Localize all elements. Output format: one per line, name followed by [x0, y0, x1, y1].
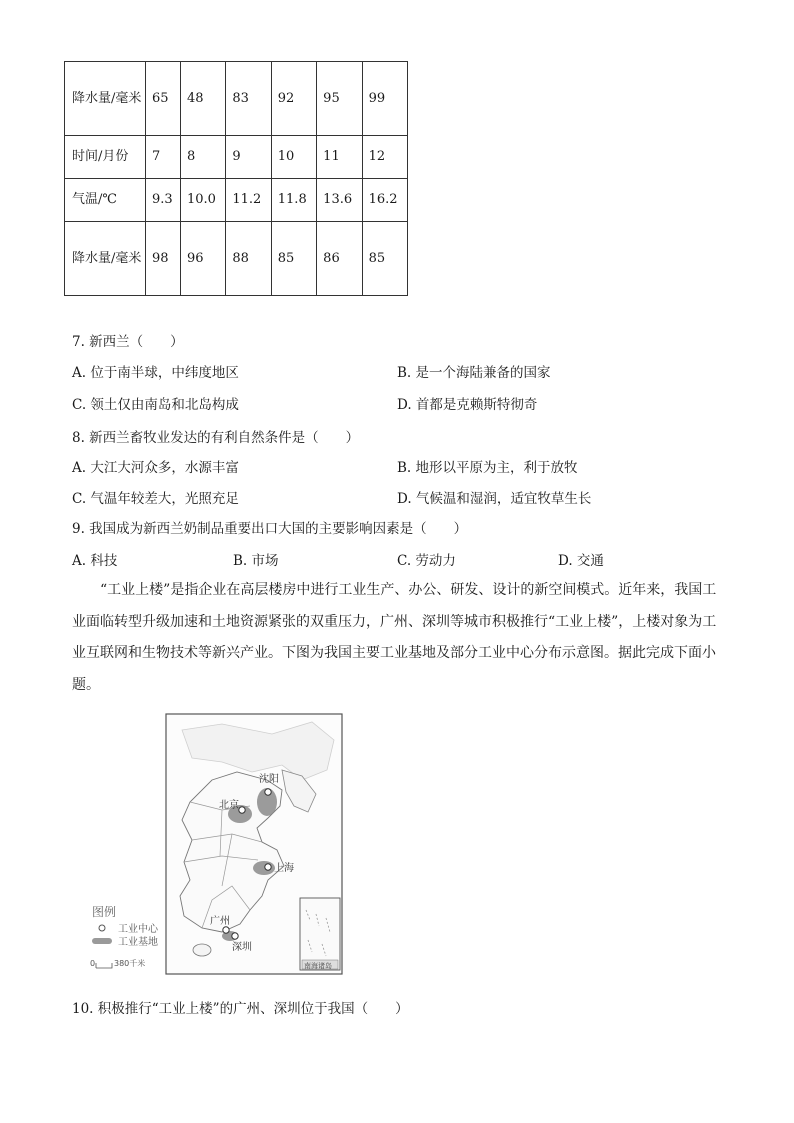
- table-cell: 83: [226, 62, 271, 136]
- table-cell: 65: [146, 62, 181, 136]
- table-cell: 11.2: [226, 179, 271, 222]
- table-cell: 95: [317, 62, 362, 136]
- table-cell: 16.2: [362, 179, 407, 222]
- q9-option-d: D. 交通: [558, 553, 604, 569]
- table-cell: 12: [362, 136, 407, 179]
- table-cell: 11.8: [271, 179, 316, 222]
- table-cell: 88: [226, 222, 271, 296]
- inset-label: 南海诸岛: [304, 962, 332, 970]
- table-cell: 99: [362, 62, 407, 136]
- q7-stem: 7. 新西兰（ ）: [72, 334, 184, 350]
- table-cell: 11: [317, 136, 362, 179]
- legend-title: 图例: [92, 905, 117, 919]
- q9-option-a: A. 科技: [72, 553, 118, 569]
- center-dot-shenzhen: [232, 933, 238, 939]
- q10-stem: 10. 积极推行“工业上楼”的广州、深圳位于我国（ ）: [72, 1001, 409, 1017]
- scale-label: 380千米: [114, 959, 146, 968]
- table-cell: 10.0: [180, 179, 225, 222]
- table-cell: 98: [146, 222, 181, 296]
- passage: “工业上楼”是指企业在高层楼房中进行工业生产、办公、研发、设计的新空间模式。近年来，我国工业面临转型升级加速和土地资源紧张的双重压力，广州、深圳等城市积极推行“工业上楼”，上楼对象为工业互联网和生物技术等新兴产业。下图为我国主要工业基地及部分工业中心分布示意图。据此完成下面小题。: [72, 582, 717, 693]
- table-cell: 10: [271, 136, 316, 179]
- q9-stem: 9. 我国成为新西兰奶制品重要出口大国的主要影响因素是（ ）: [72, 521, 468, 537]
- q8-option-a: A. 大江大河众多，水源丰富: [72, 460, 239, 476]
- scale-bar: [96, 963, 112, 968]
- climate-table: [64, 61, 408, 296]
- label-shenzhen: 深圳: [232, 942, 252, 953]
- china-map-figure: [72, 710, 352, 978]
- legend-center-icon: [99, 925, 105, 931]
- q9-option-b: B. 市场: [233, 553, 279, 569]
- industrial-base-shanghai: [253, 861, 275, 875]
- row-label: 降水量/毫米: [65, 222, 146, 296]
- table-cell: 92: [271, 62, 316, 136]
- label-shanghai: 上海: [274, 863, 294, 874]
- row-label: 气温/℃: [65, 179, 146, 222]
- table-cell: 85: [271, 222, 316, 296]
- industry-map: [72, 710, 352, 978]
- table-row: [65, 62, 408, 136]
- center-dot-beijing: [239, 807, 245, 813]
- center-dot-shanghai: [265, 864, 271, 870]
- center-dot-guangzhou: [223, 927, 229, 933]
- center-dot-shenyang: [265, 789, 271, 795]
- table-row: [65, 222, 408, 296]
- legend-center-label: 工业中心: [118, 924, 158, 935]
- table-cell: 85: [362, 222, 407, 296]
- q8-stem: 8. 新西兰畜牧业发达的有利自然条件是（ ）: [72, 430, 360, 446]
- label-beijing: 北京: [219, 800, 239, 811]
- q7-option-c: C. 领土仅由南岛和北岛构成: [72, 397, 239, 413]
- hainan-island: [193, 944, 211, 956]
- table-row: [65, 179, 408, 222]
- table-cell: 8: [180, 136, 225, 179]
- legend-base-icon: [92, 938, 112, 944]
- q7-option-a: A. 位于南半球，中纬度地区: [72, 365, 239, 381]
- table-cell: 86: [317, 222, 362, 296]
- q8-option-c: C. 气温年较差大，光照充足: [72, 491, 239, 507]
- scale-zero: 0: [90, 959, 96, 968]
- table-cell: 13.6: [317, 179, 362, 222]
- south-sea-inset: [300, 898, 340, 970]
- table-row: [65, 136, 408, 179]
- table-cell: 9.3: [146, 179, 181, 222]
- q9-option-c: C. 劳动力: [397, 553, 456, 569]
- label-guangzhou: 广州: [210, 916, 230, 927]
- table-cell: 7: [146, 136, 181, 179]
- row-label: 降水量/毫米: [65, 62, 146, 136]
- row-label: 时间/月份: [65, 136, 146, 179]
- q8-option-d: D. 气候温和湿润，适宜牧草生长: [397, 491, 592, 507]
- table-cell: 9: [226, 136, 271, 179]
- q7-option-d: D. 首都是克赖斯特彻奇: [397, 397, 538, 413]
- q8-option-b: B. 地形以平原为主，利于放牧: [397, 460, 578, 476]
- legend-base-label: 工业基地: [118, 937, 158, 948]
- table-cell: 48: [180, 62, 225, 136]
- table-cell: 96: [180, 222, 225, 296]
- q7-option-b: B. 是一个海陆兼备的国家: [397, 365, 551, 381]
- label-shenyang: 沈阳: [259, 774, 279, 785]
